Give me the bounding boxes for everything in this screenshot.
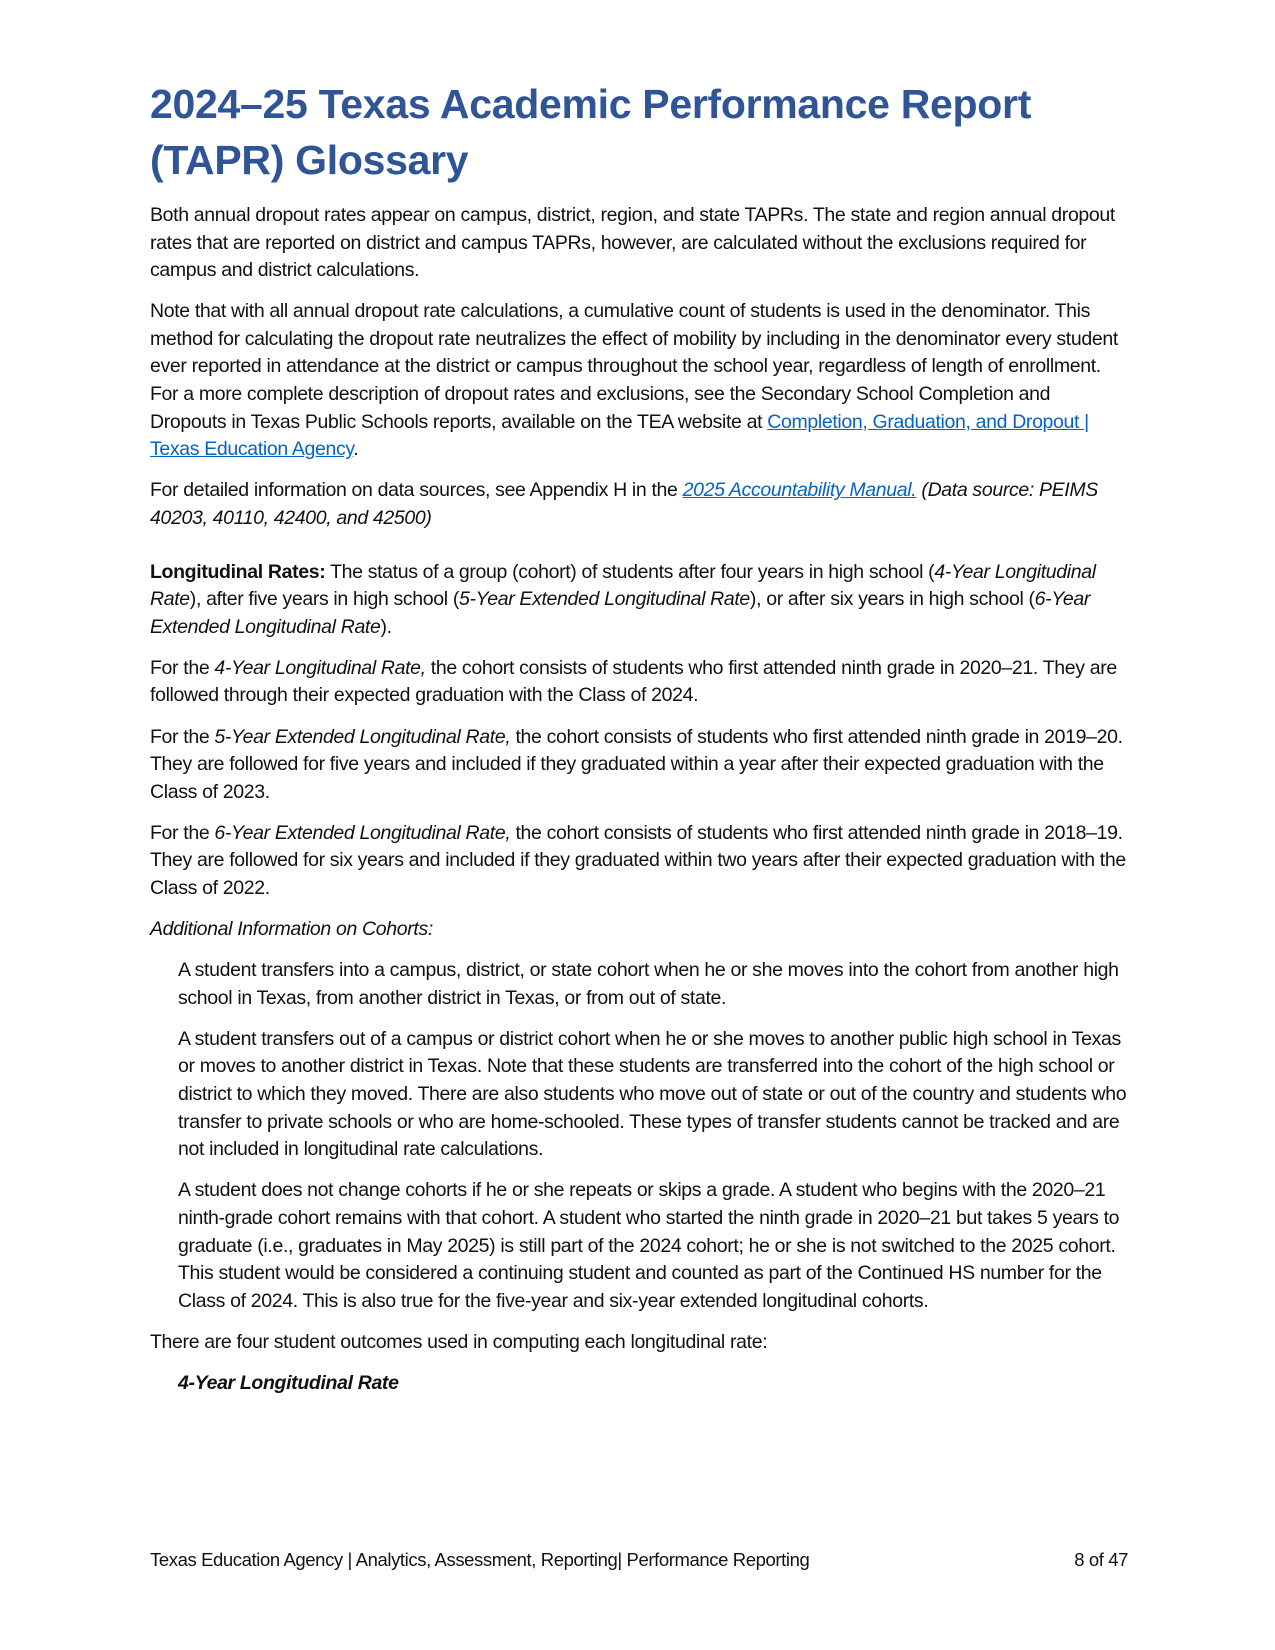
paragraph-6-year-cohort <box>150 820 1130 903</box>
title-line-2: (TAPR) Glossary <box>150 137 469 183</box>
paragraph-text: For the <box>150 656 215 679</box>
term-4-year: 4-Year Longitudinal Rate <box>150 560 1096 611</box>
accountability-manual-link-period[interactable]: . <box>911 479 917 502</box>
term-longitudinal-rates: Longitudinal Rates: <box>150 560 326 583</box>
term-6-year: 6-Year Extended Longitudinal Rate <box>150 588 1091 638</box>
definition-text: ), after five years in high school ( <box>189 588 459 611</box>
page-number: 8 of 47 <box>1074 1549 1128 1570</box>
accountability-manual-link[interactable]: 2025 Accountability Manual <box>682 479 912 502</box>
footer-agency: Texas Education Agency | Analytics, Assessment, Reporting| Performance Reporting <box>150 1549 810 1570</box>
completion-graduation-dropout-link[interactable]: Completion, Graduation, and Dropout | Texas Education Agency <box>150 410 1089 461</box>
paragraph-text: Note that with all annual dropout rate calculations, a cumulative count of students is used in the denominator. This method for calculating the dropout rate neutralizes the effect of mobility by including in the denominator every student ever reported in attendance at the district or campus throughout the school year, regardless of length of enrollment. For a more complete description of dropout rates and exclusions, see the Secondary School Completion and Dropouts in Texas Public Schools reports, available on the TEA website at <box>150 300 1118 433</box>
cohort-transfer-out: A student transfers out of a campus or district cohort when he or she moves to another public high school in Texas or moves to another district in Texas. Note that these students are transferred into the cohort of the high school or district to which they moved. There are also students who move out of state or out of the country and students who transfer to private schools or who are home-schooled. These types of transfer students cannot be tracked and are not included in longitudinal rate calculations. <box>178 1027 1127 1161</box>
paragraph-text: For the <box>150 821 215 844</box>
heading-text: Additional Information on Cohorts: <box>150 918 433 941</box>
data-source-note: (Data source: PEIMS 40203, 40110, 42400, and 42500) <box>150 479 1098 529</box>
title-line-1: 2024–25 Texas Academic Performance Report <box>150 81 1032 127</box>
paragraph-four-outcomes: There are four student outcomes used in computing each longitudinal rate: <box>150 1330 768 1353</box>
term-6-year: 6-Year Extended Longitudinal Rate, <box>214 821 511 844</box>
paragraph-text: the cohort consists of students who first attended ninth grade in 2019–20. They are followed for five years and included if they graduated within a year after their expected graduation with the Class of 2023. <box>150 725 1123 803</box>
paragraph-end: . <box>353 438 359 461</box>
term-5-year: 5-Year Extended Longitudinal Rate <box>459 588 750 611</box>
paragraph-text: the cohort consists of students who first attended ninth grade in 2020–21. They are followed through their expected graduation with the Class of 2024. <box>150 656 1117 707</box>
paragraph-cumulative-count <box>150 298 1130 464</box>
paragraph-4-year-cohort <box>150 655 1130 710</box>
paragraph-annual-dropout-rates: Both annual dropout rates appear on campus, district, region, and state TAPRs. The state and region annual dropout rates that are reported on district and campus TAPRs, however, are calculated without the exclusions required for campus and district calculations. <box>150 204 1115 282</box>
cohort-transfer-in: A student transfers into a campus, district, or state cohort when he or she moves into the cohort from another high school in Texas, from another district in Texas, or from out of state. <box>178 959 1119 1009</box>
paragraph-longitudinal-rates <box>150 559 1130 642</box>
definition-text: ). <box>380 615 392 638</box>
term-4-year: 4-Year Longitudinal Rate, <box>214 656 426 679</box>
paragraph-text: For detailed information on data sources, see Appendix H in the <box>150 479 683 502</box>
paragraph-text: For the <box>150 725 215 748</box>
definition-text: The status of a group (cohort) of students after four years in high school ( <box>325 560 935 583</box>
page-title <box>150 76 1130 188</box>
subheading-4-year-rate: 4-Year Longitudinal Rate <box>178 1371 399 1394</box>
document-page <box>150 76 1130 1397</box>
paragraph-text: the cohort consists of students who first attended ninth grade in 2018–19. They are followed for six years and included if they graduated within two years after their expected graduation with the Class of 2022. <box>150 821 1126 899</box>
definition-text: ), or after six years in high school ( <box>749 588 1035 611</box>
cohort-repeat-skip: A student does not change cohorts if he or she repeats or skips a grade. A student who begins with the 2020–21 ninth-grade cohort remains with that cohort. A student who started the ninth grade in 2020–21 but takes 5 years to graduate (i.e., graduates in May 2025) is still part of the 2024 cohort; he or she is not switched to the 2025 cohort. This student would be considered a continuing student and counted as part of the Continued HS number for the Class of 2024. This is also true for the five-year and six-year extended longitudinal cohorts. <box>178 1179 1120 1312</box>
additional-info-heading <box>150 916 1130 944</box>
paragraph-data-sources <box>150 477 1130 532</box>
paragraph-5-year-cohort <box>150 724 1130 807</box>
term-5-year: 5-Year Extended Longitudinal Rate, <box>214 725 511 748</box>
page-footer <box>150 1547 1128 1573</box>
